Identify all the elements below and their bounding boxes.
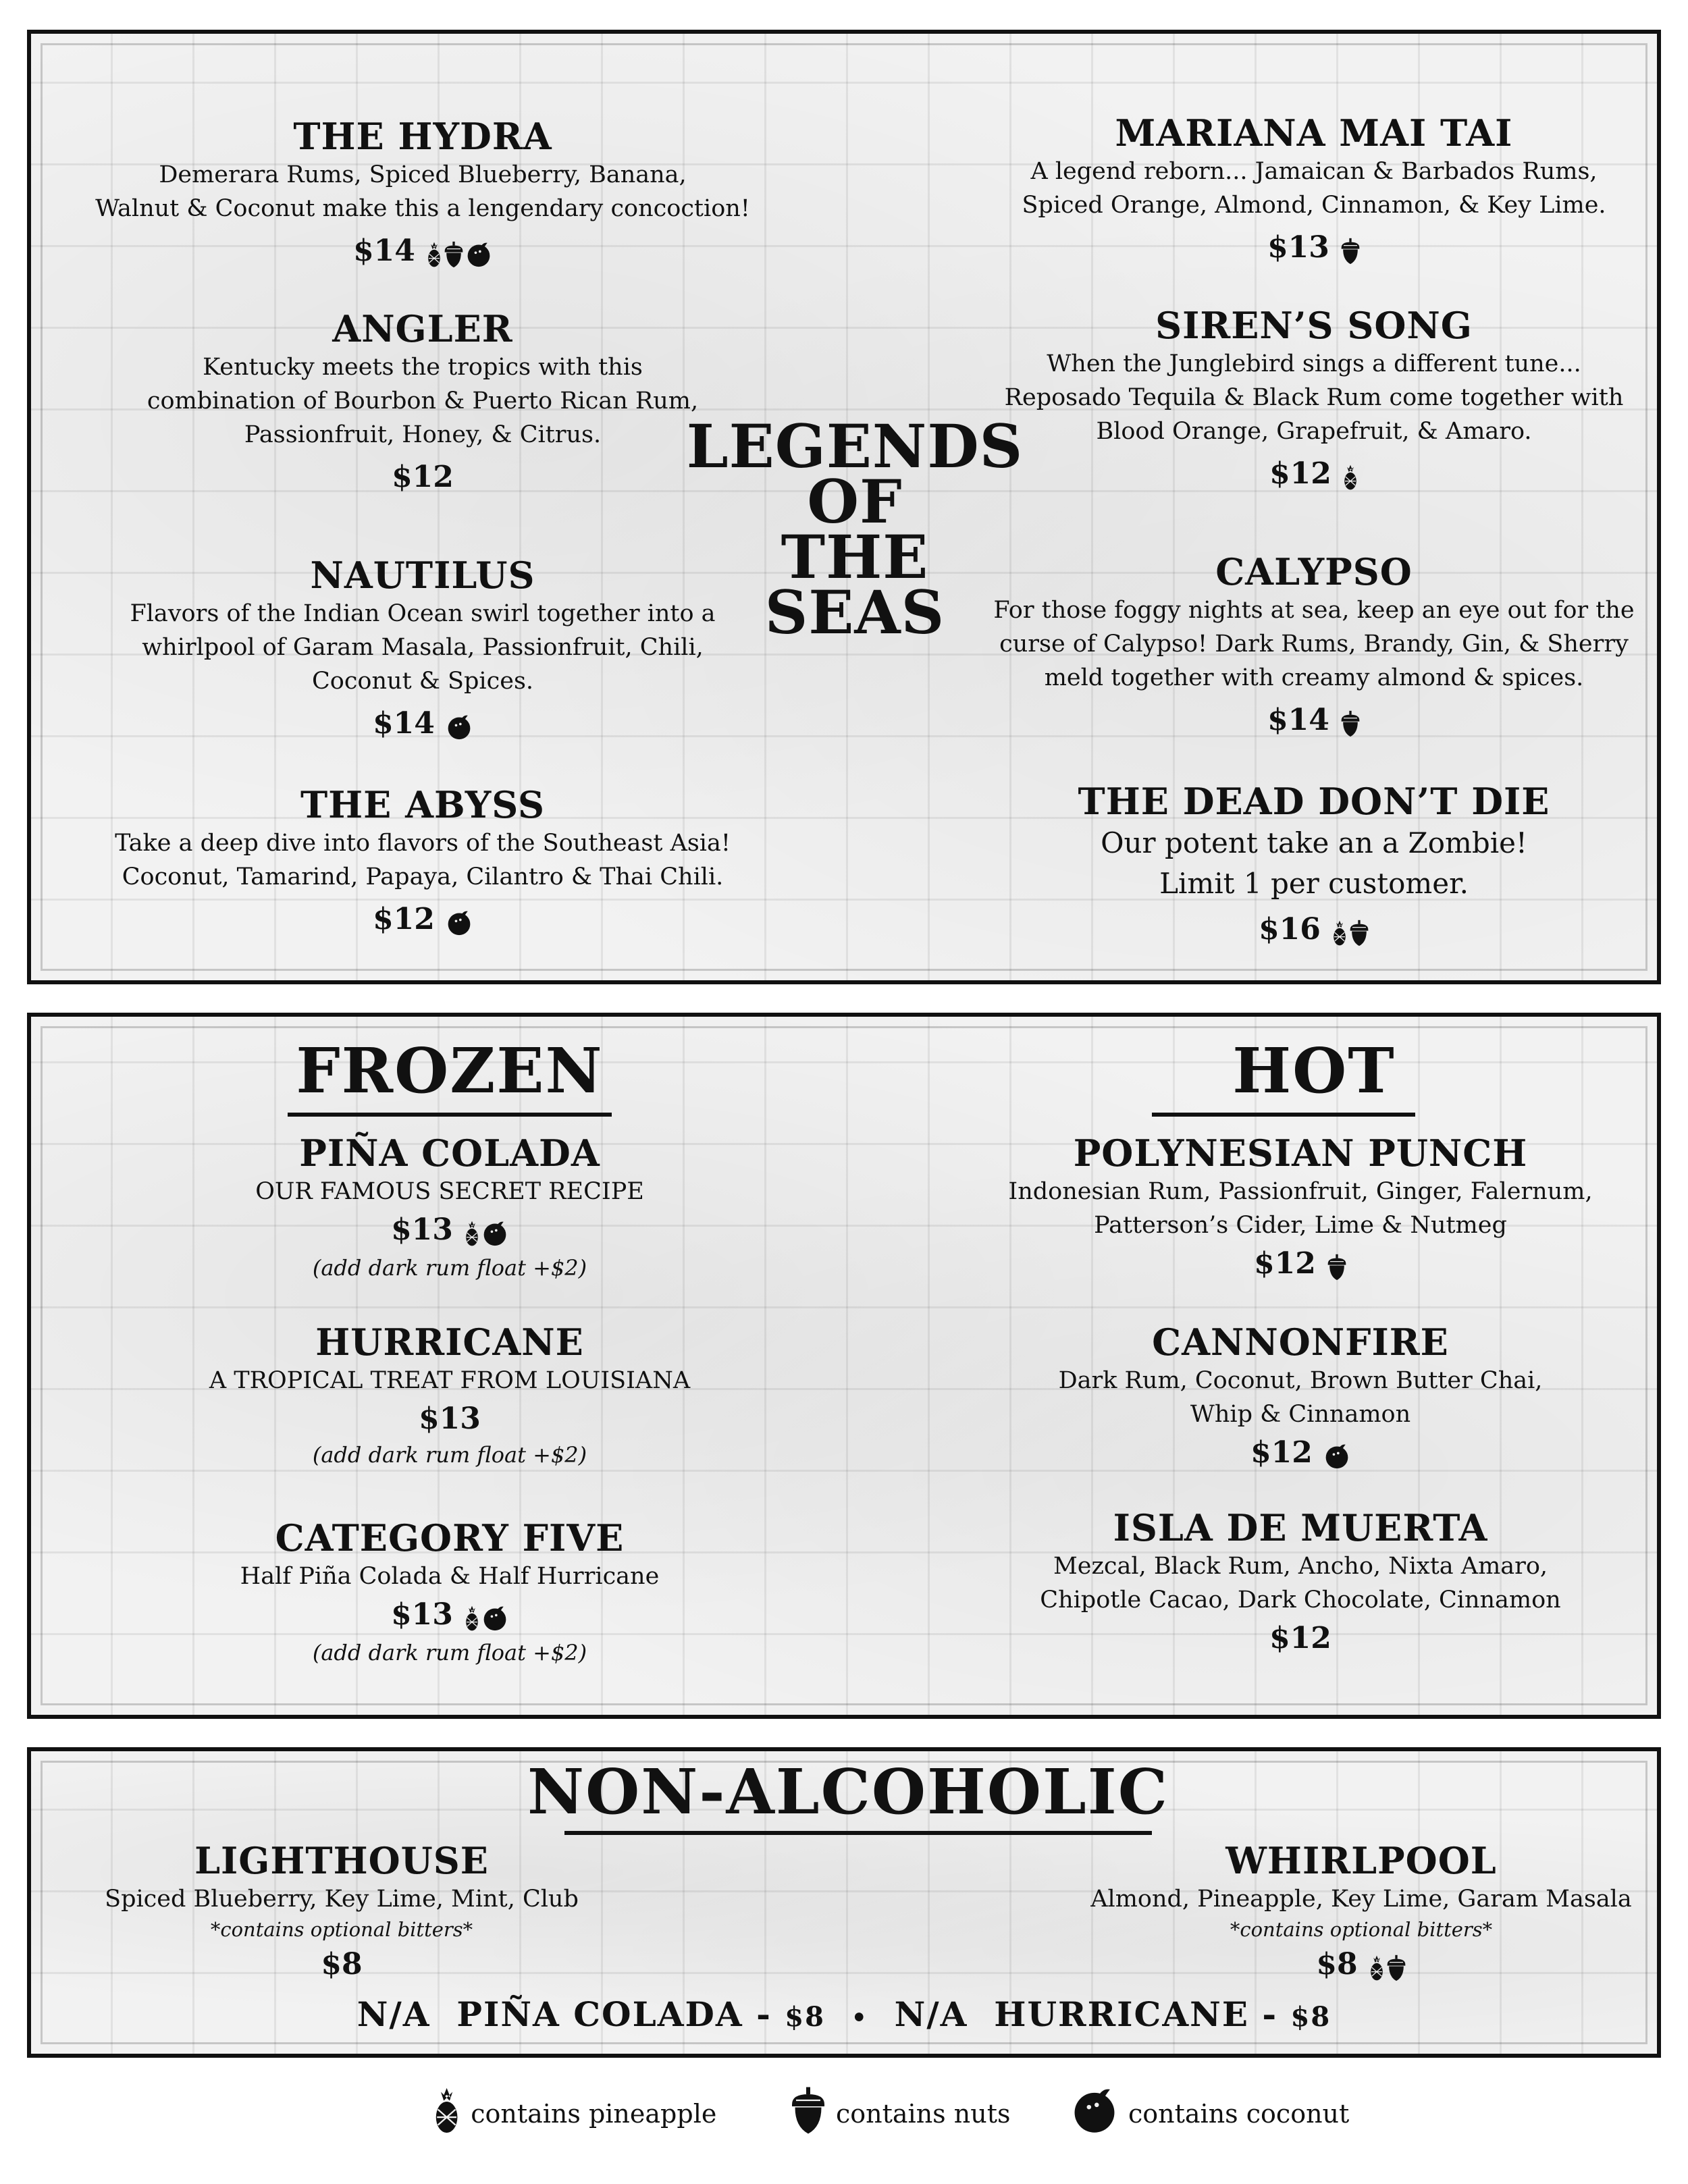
item-name: LIGHTHOUSE bbox=[194, 1839, 489, 1882]
title-line: THE bbox=[781, 522, 929, 592]
item-desc: A TROPICAL TREAT FROM LOUISIANA bbox=[209, 1367, 691, 1394]
item-name: ANGLER bbox=[332, 307, 513, 350]
item-price: $13 bbox=[391, 1597, 453, 1632]
allergen-icons bbox=[463, 1597, 508, 1637]
allergen-icons bbox=[463, 1212, 508, 1252]
item-price-row bbox=[1071, 1944, 1652, 1987]
allergen-icons bbox=[1367, 1946, 1406, 1987]
item-desc-line: Chipotle Cacao, Dark Chocolate, Cinnamon bbox=[1040, 1587, 1561, 1614]
pineapple-icon bbox=[1367, 1949, 1385, 1983]
item-price-row bbox=[72, 1210, 828, 1252]
non-alcoholic-panel bbox=[27, 1747, 1661, 2058]
item-desc-line: whirlpool of Garam Masala, Passionfruit, Chili, bbox=[142, 634, 704, 661]
item-note: (add dark rum float +$2) bbox=[312, 1442, 587, 1468]
item-price-row bbox=[45, 231, 801, 273]
item-note: *contains optional bitters* bbox=[210, 1918, 473, 1941]
item-price: $14 bbox=[353, 234, 415, 268]
allergen-icons bbox=[1339, 702, 1361, 743]
nut-icon bbox=[1339, 705, 1361, 739]
item-price: $16 bbox=[1259, 912, 1321, 947]
nut-icon bbox=[1325, 1248, 1347, 1283]
item-name: CALYPSO bbox=[1215, 550, 1413, 593]
item-price: $12 bbox=[1269, 456, 1331, 491]
item-price: $14 bbox=[373, 706, 435, 741]
menu-item-calypso bbox=[976, 550, 1652, 743]
allergen-icons bbox=[1341, 456, 1359, 496]
pineapple-icon bbox=[425, 236, 442, 270]
pineapple-icon bbox=[1330, 914, 1348, 949]
legend-coconut bbox=[1070, 2086, 1349, 2141]
item-name: WHIRLPOOL bbox=[1225, 1839, 1497, 1882]
item-name: HURRICANE bbox=[315, 1321, 584, 1364]
coconut-icon bbox=[1070, 2086, 1128, 2141]
separator-dot: • bbox=[851, 2004, 868, 2032]
item-name: PIÑA COLADA bbox=[299, 1131, 600, 1175]
item-name: ISLA DE MUERTA bbox=[1113, 1506, 1488, 1549]
item-desc-line: Coconut & Spices. bbox=[311, 668, 534, 695]
menu-item-isla-de-muerta bbox=[949, 1506, 1652, 1659]
title-line: OF bbox=[807, 467, 903, 537]
item-name: POLYNESIAN PUNCH bbox=[1073, 1131, 1528, 1175]
item-desc-line: Dark Rum, Coconut, Brown Butter Chai, bbox=[1058, 1367, 1543, 1394]
item-desc-line: For those foggy nights at sea, keep an eye out for the bbox=[993, 597, 1635, 624]
item-desc-line: Mezcal, Black Rum, Ancho, Nixta Amaro, bbox=[1053, 1553, 1548, 1580]
item-name: SIREN’S SONG bbox=[1155, 304, 1473, 347]
hot-title: HOT bbox=[1232, 1034, 1396, 1107]
menu-item-category-five bbox=[72, 1516, 828, 1668]
item-price-row bbox=[949, 1244, 1652, 1286]
menu-item-polynesian-punch bbox=[949, 1131, 1652, 1286]
allergen-icons bbox=[1330, 911, 1369, 952]
na-footer-line bbox=[31, 1994, 1657, 2034]
item-price: $12 bbox=[1254, 1246, 1316, 1281]
menu-item-whirlpool bbox=[1071, 1839, 1652, 1987]
item-desc-line: Walnut & Coconut make this a lengendary concoction! bbox=[95, 195, 750, 222]
item-desc-line: meld together with creamy almond & spices. bbox=[1044, 664, 1584, 691]
na-hurricane-label: N/A HURRICANE - bbox=[894, 1994, 1291, 2034]
menu-item-the-dead-dont-die bbox=[976, 780, 1652, 952]
item-name: MARIANA MAI TAI bbox=[1115, 111, 1513, 155]
frozen-title-underline bbox=[288, 1113, 612, 1117]
allergen-icons bbox=[1325, 1246, 1347, 1286]
item-desc-line: Flavors of the Indian Ocean swirl together into a bbox=[130, 600, 716, 627]
item-price-row bbox=[72, 1595, 828, 1637]
item-price: $8 bbox=[321, 1947, 363, 1981]
nut-icon bbox=[790, 2086, 836, 2141]
item-name: THE ABYSS bbox=[300, 783, 546, 826]
item-price-row bbox=[976, 909, 1652, 952]
item-price: $8 bbox=[1316, 1947, 1358, 1981]
coconut-icon bbox=[1322, 1437, 1350, 1472]
item-note: (add dark rum float +$2) bbox=[312, 1254, 587, 1281]
item-price: $12 bbox=[392, 460, 454, 494]
menu-item-the-hydra bbox=[45, 115, 801, 273]
non-alcoholic-title: NON-ALCOHOLIC bbox=[527, 1755, 1169, 1828]
item-desc-line: curse of Calypso! Dark Rums, Brandy, Gin, & Sherry bbox=[999, 631, 1629, 658]
item-desc-line: Passionfruit, Honey, & Citrus. bbox=[244, 421, 602, 448]
item-note: (add dark rum float +$2) bbox=[312, 1639, 587, 1666]
item-desc-line: combination of Bourbon & Puerto Rican Rum, bbox=[147, 388, 699, 415]
item-name: CANNONFIRE bbox=[1152, 1321, 1449, 1364]
allergen-icons bbox=[1339, 230, 1361, 270]
menu-item-mariana-mai-tai bbox=[976, 111, 1652, 270]
menu-item-hurricane bbox=[72, 1321, 828, 1470]
nut-icon bbox=[1339, 232, 1361, 267]
nut-icon bbox=[1385, 1949, 1406, 1983]
allergen-legend bbox=[0, 2079, 1688, 2160]
item-price: $13 bbox=[391, 1213, 453, 1247]
legend-nuts bbox=[790, 2086, 1011, 2141]
item-desc: Half Piña Colada & Half Hurricane bbox=[240, 1563, 660, 1590]
coconut-icon bbox=[480, 1215, 508, 1249]
legends-panel bbox=[27, 30, 1661, 984]
item-price: $13 bbox=[419, 1402, 481, 1436]
pineapple-icon bbox=[463, 1599, 480, 1634]
item-name: CATEGORY FIVE bbox=[275, 1516, 625, 1560]
item-desc-line: Kentucky meets the tropics with this bbox=[203, 354, 643, 381]
na-pina-colada-price: $8 bbox=[785, 2001, 825, 2033]
item-desc-line: Coconut, Tamarind, Papaya, Cilantro & Thai Chili. bbox=[122, 863, 724, 890]
item-desc-line: A legend reborn... Jamaican & Barbados Rums, bbox=[1030, 158, 1598, 185]
allergen-icons bbox=[425, 233, 492, 273]
title-line: LEGENDS bbox=[686, 411, 1024, 481]
item-desc: OUR FAMOUS SECRET RECIPE bbox=[255, 1178, 644, 1205]
item-price-row bbox=[976, 700, 1652, 743]
menu-item-pina-colada bbox=[72, 1131, 828, 1283]
item-price-row bbox=[45, 703, 801, 746]
item-desc-line: Reposado Tequila & Black Rum come together with bbox=[1004, 384, 1624, 411]
item-price-row bbox=[976, 454, 1652, 496]
legend-label: contains nuts bbox=[836, 2098, 1011, 2129]
item-price-row bbox=[949, 1433, 1652, 1475]
item-name: NAUTILUS bbox=[310, 554, 535, 597]
item-desc-line: Blood Orange, Grapefruit, & Amaro. bbox=[1096, 418, 1532, 445]
item-desc-line: Our potent take an a Zombie! bbox=[1101, 826, 1527, 859]
menu-item-the-abyss bbox=[45, 783, 801, 942]
na-pina-colada-label: N/A PIÑA COLADA - bbox=[357, 1994, 785, 2034]
item-desc: Spiced Blueberry, Key Lime, Mint, Club bbox=[105, 1886, 579, 1913]
menu-item-lighthouse bbox=[45, 1839, 639, 1985]
item-desc-line: Take a deep dive into flavors of the Southeast Asia! bbox=[115, 830, 731, 857]
coconut-icon bbox=[464, 236, 492, 270]
item-price: $14 bbox=[1267, 703, 1329, 737]
item-note: *contains optional bitters* bbox=[1230, 1918, 1493, 1941]
item-price-row bbox=[72, 1399, 828, 1439]
item-name: THE DEAD DON’T DIE bbox=[1078, 780, 1550, 823]
item-desc-line: When the Junglebird sings a different tune... bbox=[1047, 350, 1581, 377]
pineapple-icon bbox=[1341, 458, 1359, 493]
hot-title-underline bbox=[1152, 1113, 1415, 1117]
allergen-icons bbox=[444, 705, 473, 746]
legend-label: contains pineapple bbox=[471, 2098, 717, 2129]
title-line: SEAS bbox=[764, 577, 945, 647]
frozen-hot-panel bbox=[27, 1013, 1661, 1719]
item-desc-line: Demerara Rums, Spiced Blueberry, Banana, bbox=[159, 161, 687, 188]
item-desc-line: Whip & Cinnamon bbox=[1190, 1401, 1411, 1428]
item-price: $13 bbox=[1267, 230, 1329, 265]
pineapple-icon bbox=[463, 1215, 480, 1249]
item-desc-line: Patterson’s Cider, Lime & Nutmeg bbox=[1094, 1212, 1507, 1239]
frozen-title: FROZEN bbox=[296, 1034, 604, 1107]
coconut-icon bbox=[480, 1599, 508, 1634]
item-price-row bbox=[976, 228, 1652, 270]
non-alcoholic-title-underline bbox=[564, 1831, 1152, 1835]
menu-item-sirens-song bbox=[976, 304, 1652, 496]
nut-icon bbox=[442, 236, 464, 270]
item-price-row bbox=[45, 899, 801, 942]
legend-label: contains coconut bbox=[1128, 2098, 1350, 2129]
item-desc-line: Indonesian Rum, Passionfruit, Ginger, Falernum, bbox=[1008, 1178, 1593, 1205]
item-price-row bbox=[45, 1944, 639, 1985]
coconut-icon bbox=[444, 904, 473, 938]
allergen-icons bbox=[444, 901, 473, 942]
menu-item-cannonfire bbox=[949, 1321, 1652, 1475]
na-hurricane-price: $8 bbox=[1290, 2001, 1331, 2033]
item-price-row bbox=[949, 1618, 1652, 1659]
item-price: $12 bbox=[1250, 1435, 1313, 1470]
coconut-icon bbox=[444, 708, 473, 743]
nut-icon bbox=[1348, 914, 1369, 949]
legend-pineapple bbox=[432, 2086, 716, 2141]
item-price: $12 bbox=[373, 902, 435, 936]
item-desc: Almond, Pineapple, Key Lime, Garam Masala bbox=[1090, 1886, 1632, 1913]
allergen-icons bbox=[1322, 1435, 1350, 1475]
item-desc-line: Spiced Orange, Almond, Cinnamon, & Key Lime. bbox=[1022, 192, 1606, 219]
item-price: $12 bbox=[1269, 1621, 1331, 1655]
item-name: THE HYDRA bbox=[293, 115, 552, 158]
item-desc-line: Limit 1 per customer. bbox=[1159, 867, 1469, 900]
pineapple-icon bbox=[432, 2086, 471, 2141]
